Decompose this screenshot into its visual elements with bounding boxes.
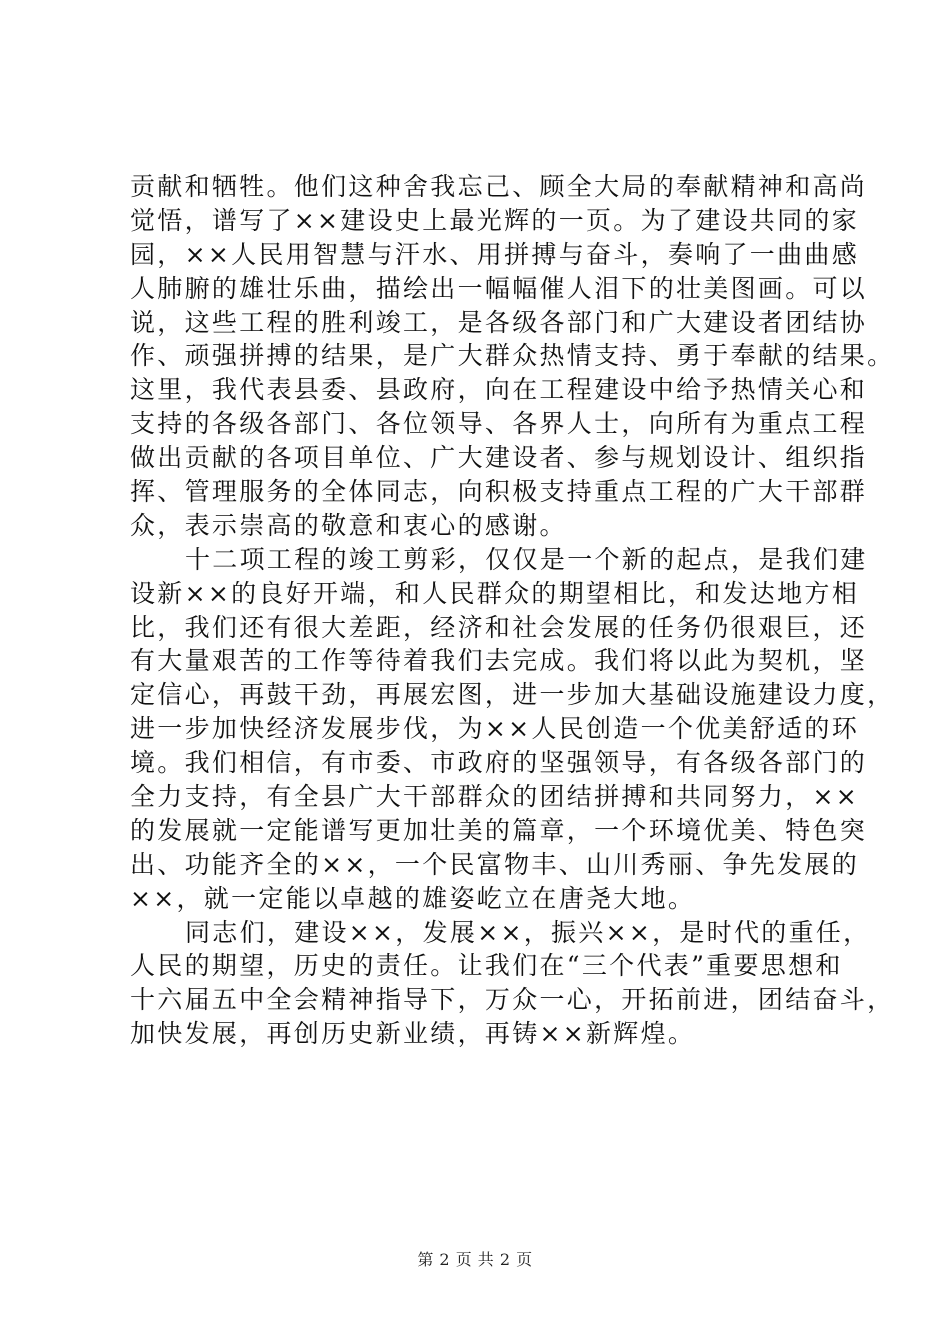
text-line: 设新××的良好开端，和人民群众的期望相比，和发达地方相 (130, 578, 859, 608)
text-line: 人民的期望，历史的责任。让我们在“三个代表”重要思想和 (130, 951, 843, 981)
text-line: 进一步加快经济发展步伐，为××人民创造一个优美舒适的环 (130, 714, 859, 744)
paragraph-start-line: 十二项工程的竣工剪彩，仅仅是一个新的起点，是我们建 (185, 544, 868, 574)
text-line: 有大量艰苦的工作等待着我们去完成。我们将以此为契机，坚 (130, 646, 868, 676)
text-line: 众，表示崇高的敬意和衷心的感谢。 (130, 510, 567, 540)
text-line: 定信心，再鼓干劲，再展宏图，进一步加大基础设施建设力度， (130, 680, 895, 710)
text-line: 境。我们相信，有市委、市政府的坚强领导，有各级各部门的 (130, 748, 868, 778)
text-line: 出、功能齐全的××，一个民富物丰、山川秀丽、争先发展的 (130, 849, 859, 879)
text-line: 做出贡献的各项目单位、广大建设者、参与规划设计、组织指 (130, 443, 868, 473)
text-line: 十六届五中全会精神指导下，万众一心，开拓前进，团结奋斗， (130, 985, 895, 1015)
text-line: 的发展就一定能谱写更加壮美的篇章，一个环境优美、特色突 (130, 815, 868, 845)
text-line: 园，××人民用智慧与汗水、用拼搏与奋斗，奏响了一曲曲感 (130, 239, 859, 269)
text-line: 加快发展，再创历史新业绩，再铸××新辉煌。 (130, 1019, 696, 1049)
text-line: 人肺腑的雄壮乐曲，描绘出一幅幅催人泪下的壮美图画。可以 (130, 273, 868, 303)
text-line: 觉悟，谱写了××建设史上最光辉的一页。为了建设共同的家 (130, 205, 859, 235)
text-line: 这里，我代表县委、县政府，向在工程建设中给予热情关心和 (130, 375, 868, 405)
text-line: 贡献和牺牲。他们这种舍我忘己、顾全大局的奉献精神和高尚 (130, 172, 868, 201)
document-body (130, 170, 895, 1051)
text-line: ××，就一定能以卓越的雄姿屹立在唐尧大地。 (130, 883, 696, 913)
text-line: 挥、管理服务的全体同志，向积极支持重点工程的广大干部群 (130, 477, 868, 507)
text-line: 比，我们还有很大差距，经济和社会发展的任务仍很艰巨，还 (130, 612, 868, 642)
text-line: 全力支持，有全县广大干部群众的团结拼搏和共同努力，×× (130, 782, 859, 812)
text-line: 支持的各级各部门、各位领导、各界人士，向所有为重点工程 (130, 409, 868, 439)
page-number-footer: 第 2 页 共 2 页 (417, 1250, 533, 1269)
text-line: 说，这些工程的胜利竣工，是各级各部门和广大建设者团结协 (130, 307, 868, 337)
text-line: 作、顽强拼搏的结果，是广大群众热情支持、勇于奉献的结果。 (130, 341, 895, 371)
paragraph-start-line: 同志们，建设××，发展××，振兴××，是时代的重任， (185, 917, 871, 947)
